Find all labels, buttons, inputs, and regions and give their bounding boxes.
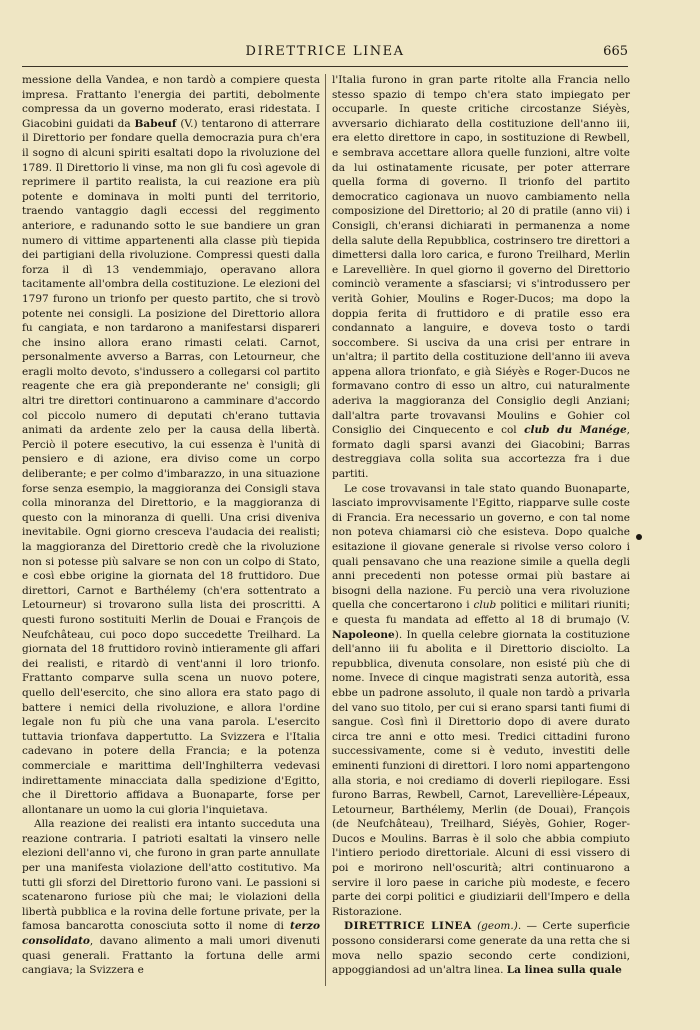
paragraph [22,73,320,817]
text-run: ). In quella celebre giornata la costituzione dell'anno iii fu abolita e il Direttorio disciolto. La repubblica, divenuta consolare, non esisté più che di nome. Invece di cinque magistrati senza autorità, essa ebbe un padrone assoluto, il quale non tardò a privarla del vano suo titolo, per cui si erano sparsi tanti fiumi di sangue. Così finì il Direttorio dopo di avere durato circa tre anni e otto mesi. Tredici cittadini furono successivamente, come si è veduto, investiti delle eminenti funzioni di direttori. I loro nomi appartengono alla storia, e noi crediamo di doverli riepilogare. Essi furono Barras, Rewbell, Carnot, Larevellière-Lépeaux, Letourneur, Barthélemy, Merlin (de Douai), François (de Neufchâteau), Treilhard, Siéyès, Gohier, Roger-Ducos e Moulins. Barras è il solo che abbia compiuto l'intiero periodo direttoriale. Alcuni di essi vissero di poi e morirono nell'oscurità; altri continuarono a servire il loro paese in cariche più modeste, e fecero parte dei corpi politici e giudiziarii dell'Impero e della Ristorazione. [332,628,630,918]
header-rule [22,66,628,67]
text-run: Alla reazione dei realisti era intanto succeduta una reazione contraria. I patrioti esaltati la vinsero nelle elezioni dell'anno vi, che furono in gran parte annullate per una manifesta violazione dell'atto costitutivo. Ma tutti gli sforzi del Direttorio furono vani. Le passioni si scatenarono furiose più che mai; le violazioni della libertà pubblica e la rovina delle fortune private, per la famosa bancarotta conosciuta sotto il nome di [22,818,320,933]
bold-ref-napoleone: Napoleone [332,628,395,641]
text-run: , davano alimento a mali umori divenuti quasi generali. Frattanto la fortuna delle armi cangiava; la Svizzera e [22,935,320,977]
paragraph [332,73,630,482]
text-run: Le cose trovavansi in tale stato quando Buonaparte, lasciato improvvisamente l'Egitto, riapparve sulle coste di Francia. Era necessario un governo, e con tal nome non poteva chiamarsi ciò che esisteva. Dopo qualche esitazione il giovane generale si rivolse verso coloro i quali pensavano che una reazione simile a quella degli anni precedenti non potesse ormai più bastare ai bisogni della nazione. Fu perciò una vera rivoluzione quella che concertarono i [332,482,630,612]
page-number: 665 [603,44,628,59]
ink-dot [636,534,642,540]
entry-domain: (geom.) [477,920,518,933]
column-divider [325,74,326,986]
right-column [332,73,630,978]
bold-name-babeuf: Babeuf [134,117,177,130]
italic-term-club: club [473,599,497,612]
paragraph [332,482,630,920]
italic-term-club-du-manege: club du Manége [524,424,627,437]
entry-paragraph [332,919,630,977]
text-run: messione della Vandea, e non tardò a compiere questa impresa. Frattanto l'energia dei partiti, debolmente compressa da un governo moderato, erasi ridestata. I Giacobini guidati da [22,74,320,130]
entry-headword: DIRETTRICE LINEA [344,920,472,933]
text-run: (V.) tentarono di atterrare il Direttorio per fondare quella democrazia pura ch'era il sogno di alcuni spiriti esaltati dopo la rivoluzione del 1789. Il Direttorio li vinse, ma non gli fu così agevole di reprimere il partito realista, la cui reazione era più potente e dominava in molti punti del territorio, traendo vantaggio dagli eccessi del reggimento anteriore, e radunando sotto le sue bandiere un gran numero di vittime appartenenti alla classe più tiepida dei partigiani della rivoluzione. Compressi questi dalla forza il dì 13 vendemmiajo, operavano allora tacitamente all'ombra della costituzione. Le elezioni del 1797 furono un trionfo per questo partito, che si trovò potente nei consigli. La posizione del Direttorio allora fu cangiata, e non tardarono a manifestarsi dispareri che insino allora erano rimasti celati. Carnot, personalmente avverso a Barras, con Letourneur, che eragli molto devoto, s'indussero a collegarsi col partito reagente che era già preponderante ne' consigli; gli altri tre direttori continuarono a camminare d'accordo col piccolo numero di deputati ch'erano tuttavia animati da ardente zelo per la causa della libertà. Perciò il potere esecutivo, la cui essenza è l'unità di pensiero e di azione, era diviso come un corpo deliberante; e per colmo d'imbarazzo, in una situazione forse senza esempio, la maggioranza dei Consigli stava colla minoranza del Direttorio, e la maggioranza di questo con la minoranza di quelli. Una crisi diveniva inevitabile. Ogni giorno cresceva l'audacia dei realisti; la maggioranza del Direttorio credè che la rivoluzione non si potesse più salvare se non con un colpo di Stato, e così ebbe origine la giornata del 18 fruttidoro. Due direttori, Carnot e Barthélemy (ch'era sottentrato a Letourneur) si trovarono sulla lista dei proscritti. A questi furono sostituiti Merlin de Douai e François de Neufchâteau, cui poco dopo succedette Treilhard. La giornata del 18 fruttidoro rovinò intieramente gli affari dei realisti, e ritardò di vent'anni il loro trionfo. Frattanto comparve sulla scena un nuovo potere, quello dell'esercito, che sino allora era stato pago di battere i nemici della rivoluzione, e allora l'ordine legale non fu più che una vana parola. L'esercito tuttavia trionfava dappertutto. La Svizzera e l'Italia cadevano in potere della Francia; e la potenza commerciale e marittima dell'Inghilterra vedevasi indirettamente minacciata dalla spedizione d'Egitto, che il Direttorio affidava a Buonaparte, forse per allontanare un uomo la cui gloria l'inquietava. [22,117,320,816]
bold-tail: La linea sulla quale [506,964,622,977]
paragraph [22,817,320,978]
text-run: politici e militari riuniti; e questa fu mandata ad effetto al 18 di brumajo (V. [332,599,630,626]
running-title: DIRETTRICE LINEA [245,44,405,59]
text-run: l'Italia furono in gran parte ritolte alla Francia nello stesso spazio di tempo ch'era stato impiegato per occuparle. In queste critiche circostanze Siéyès, avversario dichiarato della costituzione dell'anno iii, era eletto direttore in capo, in sostituzione di Rewbell, e sembrava accettare allora quelle funzioni, altre volte da lui ostinatamente ricusate, per poter atterrare quella forma di governo. Il trionfo del partito democratico cagionava un nuovo cambiamento nella composizione del Direttorio; al 20 di pratile (anno vii) i Consigli, ch'eransi dichiarati in permanenza a nome della salute della Repubblica, costrinsero tre direttori a dimettersi dalla loro carica, e furono Treilhard, Merlin e Larevellière. In quel giorno il governo del Direttorio cominciò veramente a sfasciarsi; vi s'introdussero per verità Gohier, Moulins e Roger-Ducos; ma dopo la doppia ferita di fruttidoro e di pratile esso era condannato a languire, e doveva tosto o tardi soccombere. Si usciva da una crisi per entrare in un'altra; il partito della costituzione dell'anno iii aveva appena allora trionfato, e già Siéyès e Roger-Ducos ne formavano contro di esso un altro, cui naturalmente aderiva la maggioranza del Consiglio degli Anziani; dall'altra parte trovavansi Moulins e Gohier col Consiglio dei Cinquecento e col [332,74,630,437]
page-header [22,44,628,66]
text-run: , formato dagli sparsi avanzi dei Giacobini; Barras destreggiava colla solita sua accortezza fra i due partiti. [332,424,630,481]
text-run: . — Certe superficie possono considerarsi come generate da una retta che si mova nello spazio secondo certe condizioni, appoggiandosi ad un'altra linea. [332,920,630,977]
left-column [22,73,320,978]
italic-term-terzo-consolidato: terzo consolidato [22,920,320,948]
